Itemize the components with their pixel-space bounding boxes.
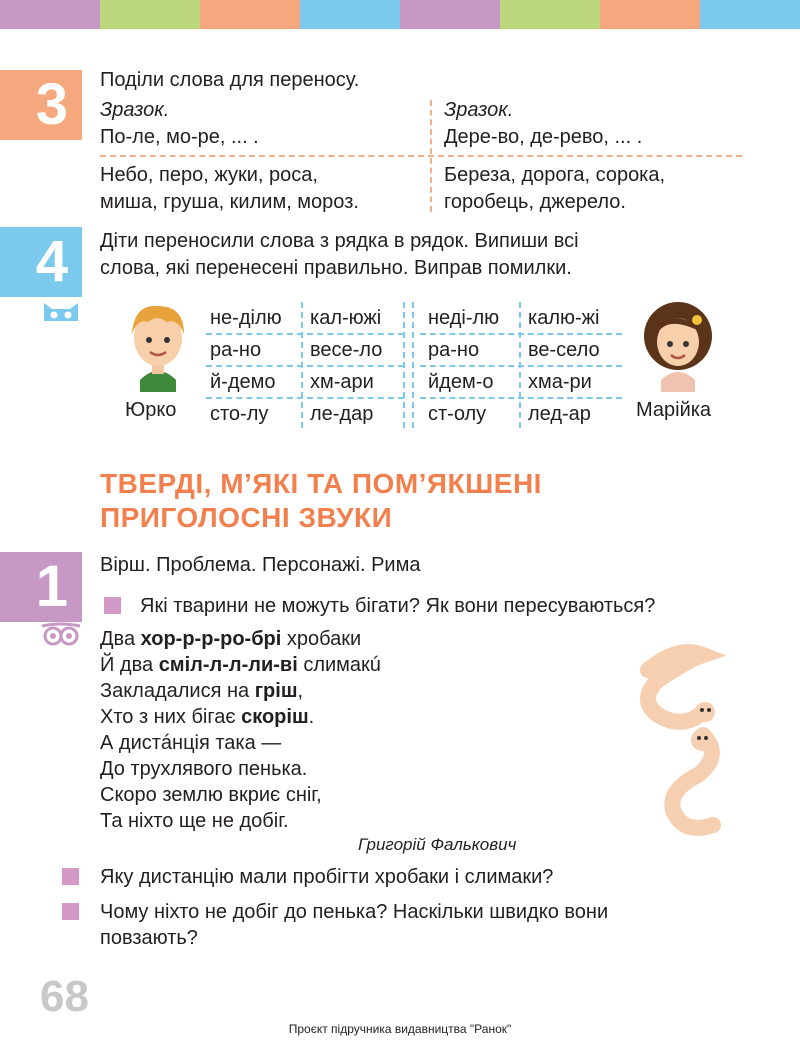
task-3-left-sample-label: Зразок.: [100, 99, 170, 121]
question-marker-icon: [62, 903, 79, 920]
cat-face-icon: [40, 299, 82, 323]
mariyka-word: ве-село: [528, 339, 600, 361]
top-color-stripe: [0, 0, 800, 29]
task-1-number: 1: [0, 552, 82, 622]
table-divider-vertical: [412, 302, 414, 428]
question-marker-icon: [104, 597, 121, 614]
task-3-right-line2: горобець, джерело.: [444, 191, 626, 213]
task-3-divider-vertical: [430, 100, 432, 212]
mariyka-word: хма-ри: [528, 371, 592, 393]
task-3-right-sample: Дере-во, де-рево, ... .: [444, 126, 643, 148]
worms-illustration: [628, 640, 728, 840]
mariyka-word: калю-жі: [528, 307, 600, 329]
table-divider-vertical: [519, 302, 521, 428]
stripe-segment: [100, 0, 200, 29]
mariyka-name: Марійка: [636, 399, 712, 421]
table-divider: [420, 397, 622, 399]
table-divider: [420, 365, 622, 367]
table-divider: [206, 333, 404, 335]
table-divider-vertical: [301, 302, 303, 428]
task-1-topics: Вірш. Проблема. Персонажі. Рима: [100, 554, 421, 576]
mariyka-word: ст-олу: [428, 403, 487, 425]
poem-line: Два хор-р-р-ро-брі хробаки: [100, 628, 362, 650]
task-3-right-line1: Береза, дорога, сорока,: [444, 164, 666, 186]
yurko-word: сто-лу: [210, 403, 269, 425]
task-4-instruction-line1: Діти переносили слова з рядка в рядок. Випиши всі: [100, 230, 579, 252]
yurko-word: весе-ло: [310, 339, 383, 361]
task-3-instruction: Поділи слова для переносу.: [100, 69, 360, 91]
task-3-left-line1: Небо, перо, жуки, роса,: [100, 164, 318, 186]
stripe-segment: [0, 0, 100, 29]
mariyka-word: йдем-о: [428, 371, 494, 393]
poem-line: До трухлявого пенька.: [100, 758, 308, 780]
table-divider-vertical: [403, 302, 405, 428]
mariyka-word: ра-но: [428, 339, 480, 361]
yurko-word: ле-дар: [310, 403, 374, 425]
table-divider: [206, 365, 404, 367]
task-1-question-1: Які тварини не можуть бігати? Як вони пересуваються?: [140, 595, 656, 617]
stripe-segment: [500, 0, 600, 29]
task-3-left-line2: миша, груша, килим, мороз.: [100, 191, 359, 213]
poem-author: Григорій Фалькович: [358, 835, 517, 854]
task-3-divider-horizontal: [100, 155, 742, 157]
task-4-number: 4: [0, 227, 82, 297]
page-number: 68: [40, 972, 89, 1021]
task-3-left-sample: По-ле, мо-ре, ... .: [100, 126, 259, 148]
table-divider: [206, 397, 404, 399]
stripe-segment: [700, 0, 800, 29]
boy-yurko-illustration: [118, 300, 198, 392]
task-1-question-3-line2: повзають?: [100, 927, 198, 949]
task-1-question-3-line1: Чому ніхто не добіг до пенька? Наскільки швидко вони: [100, 901, 609, 923]
task-3-right-sample-label: Зразок.: [444, 99, 514, 121]
poem-line: Та ніхто ще не добіг.: [100, 810, 289, 832]
yurko-word: кал-южі: [310, 307, 382, 329]
poem-line: Скоро землю вкриє сніг,: [100, 784, 322, 806]
footer-publisher: Проєкт підручника видавництва "Ранок": [288, 1022, 512, 1036]
poem-line: Закладалися на гріш,: [100, 680, 304, 702]
yurko-word: не-ділю: [210, 307, 282, 329]
owl-eyes-icon: [40, 622, 82, 646]
table-divider: [420, 333, 622, 335]
girl-mariyka-illustration: [637, 300, 719, 392]
stripe-segment: [600, 0, 700, 29]
yurko-word: й-демо: [210, 371, 276, 393]
section-title-line2: ПРИГОЛОСНІ ЗВУКИ: [100, 502, 393, 533]
stripe-segment: [400, 0, 500, 29]
poem-line: Й два сміл-л-л-ли-ві слимакú: [100, 654, 381, 676]
yurko-name: Юрко: [125, 399, 177, 421]
mariyka-word: лед-ар: [528, 403, 591, 425]
question-marker-icon: [62, 868, 79, 885]
mariyka-word: неді-лю: [428, 307, 500, 329]
task-4-instruction-line2: слова, які перенесені правильно. Виправ помилки.: [100, 257, 572, 279]
stripe-segment: [200, 0, 300, 29]
stripe-segment: [300, 0, 400, 29]
yurko-word: хм-ари: [310, 371, 374, 393]
task-1-question-2: Яку дистанцію мали пробігти хробаки і слимаки?: [100, 866, 554, 888]
yurko-word: ра-но: [210, 339, 262, 361]
poem-line: А дистáнція така —: [100, 732, 282, 754]
poem-line: Хто з них бігає скоріш.: [100, 706, 315, 728]
section-title-line1: ТВЕРДІ, М’ЯКІ ТА ПОМ’ЯКШЕНІ: [100, 468, 542, 499]
task-3-number: 3: [0, 70, 82, 140]
